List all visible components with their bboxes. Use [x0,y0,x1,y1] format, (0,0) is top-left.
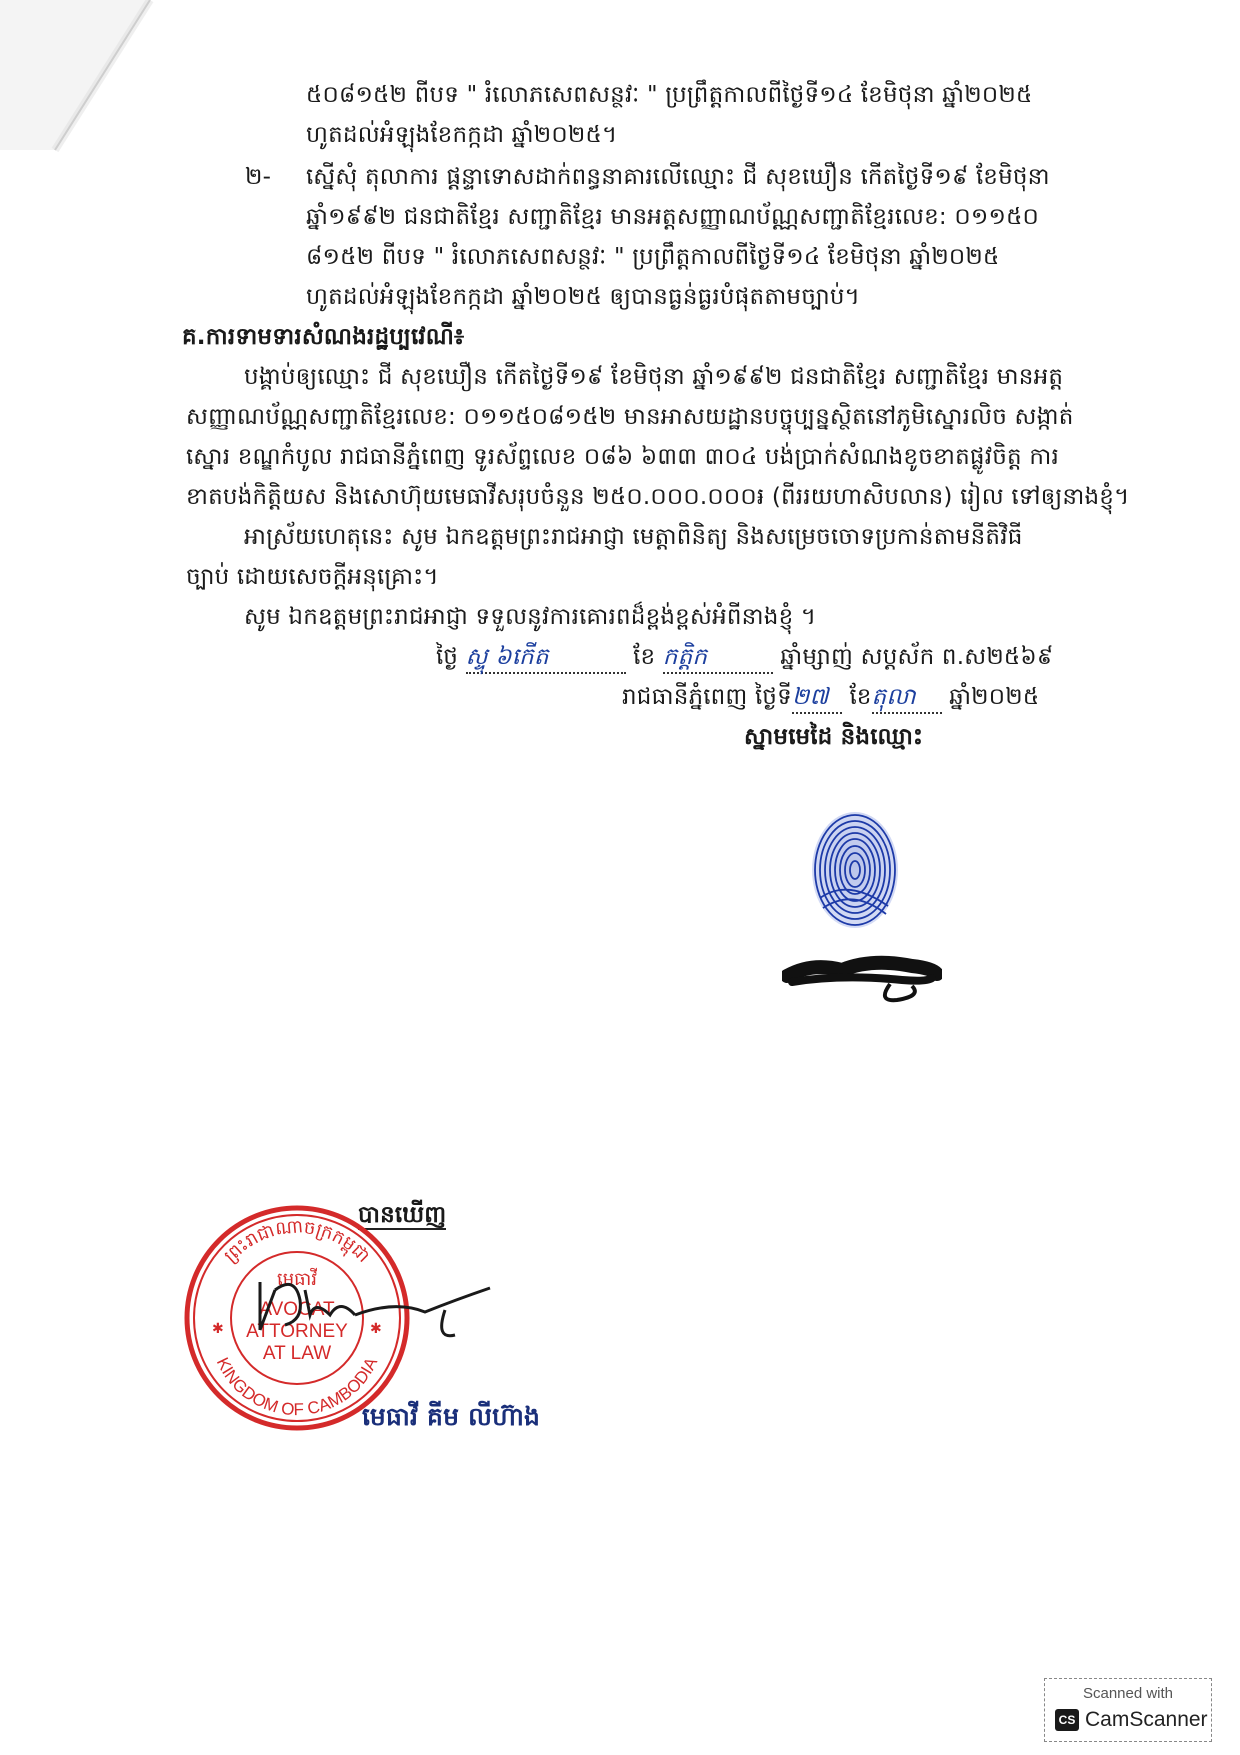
fingerprint-image [808,808,903,933]
redacted-signature-scribble [782,948,942,1008]
stamp-bottom-ring-text: KINGDOM OF CAMBODIA [212,1354,382,1420]
body-line-7: បង្គាប់ឲ្យឈ្មោះ ជី សុខឃឿន កើតថ្ងៃទី១៩ ខែមិថុនា ឆ្នាំ១៩៩២ ជនជាតិខ្មែរ សញ្ជាតិខ្មែរ មានអត្ត [244,364,1064,390]
camscanner-badge [1044,1678,1212,1742]
stamp-center-kh: មេធាវី [277,1269,317,1290]
month-label: ខែ [849,684,872,710]
lunar-day-handwritten: ស្ទុ ៦កើត [466,642,626,674]
lunar-month-handwritten: កត្តិក [663,642,773,674]
item-2-number: ២- [245,164,272,190]
body-line-11: អាស្រ័យហេតុនេះ សូម ឯកឧត្តមព្រះរាជអាជ្ញា មេត្តាពិនិត្យ និងសម្រេចចោទប្រកាន់តាមនីតិវិធី [244,524,1023,550]
scanned-with-text: Scanned with [1082,1685,1174,1702]
lunar-month-prefix: ខែ [633,644,656,670]
lunar-suffix: ឆ្នាំម្សាញ់ សប្តស័ក ព.ស២៥៦៩ [780,644,1054,670]
body-line-9: ស្នោរ ខណ្ឌកំបូល រាជធានីភ្នំពេញ ទូរស័ព្ទលេខ ០៨៦ ៦៣៣ ៣០៤ បង់ប្រាក់សំណងខូចខាតផ្លូវចិត្ត ការ [186,444,1059,470]
body-line-5: ៨១៥២ ពីបទ " រំលោភសេពសន្ថវៈ " ប្រព្រឹត្តកាលពីថ្ងៃទី១៤ ខែមិថុនា ឆ្នាំ២០២៥ [306,244,1000,270]
seen-label: បានឃើញ [358,1202,447,1228]
stamp-center-en-2: ATTORNEY [246,1321,348,1342]
stamp-star-left: ✱ [212,1321,224,1337]
stamp-center-en-3: AT LAW [262,1343,332,1364]
lawyer-signature [255,1270,495,1350]
body-line-12: ច្បាប់ ដោយសេចក្តីអនុគ្រោះ។ [186,564,439,590]
camscanner-icon: CS [1055,1709,1079,1731]
stamp-star-right: ✱ [370,1321,382,1337]
section-heading: គ.ការទាមទារសំណងរដ្ឋប្បវេណី៖ [182,324,465,350]
body-line-4: ឆ្នាំ១៩៩២ ជនជាតិខ្មែរ សញ្ជាតិខ្មែរ មានអត្តសញ្ញាណប័ណ្ណសញ្ជាតិខ្មែរលេខ: ០១១៥០ [306,204,1040,230]
lunar-prefix: ថ្ងៃ [436,644,459,670]
body-line-2: ហូតដល់អំឡុងខែកក្កដា ឆ្នាំ២០២៥។ [306,122,618,148]
month-handwritten: តុលា [872,682,942,714]
day-handwritten: ២៧ [792,682,842,714]
body-line-13: សូម ឯកឧត្តមព្រះរាជអាជ្ញា ទទួលនូវការគោរពដ៏ខ្ពង់ខ្ពស់អំពីនាងខ្ញុំ ។ [244,604,817,630]
body-line-3: ស្នើសុំ តុលាការ ផ្តន្ទាទោសដាក់ពន្ធនាគារលើឈ្មោះ ជី សុខឃឿន កើតថ្ងៃទី១៩ ខែមិថុនា [306,164,1050,190]
body-line-6: ហូតដល់អំឡុងខែកក្កដា ឆ្នាំ២០២៥ ឲ្យបានធ្ងន់ធ្ងរបំផុតតាមច្បាប់។ [306,284,860,310]
lawyer-name: មេធាវី គីម លីហ៊ាង [362,1402,541,1431]
body-line-8: សញ្ញាណប័ណ្ណសញ្ជាតិខ្មែរលេខ: ០១១៥០៨១៥២ មានអាសយដ្ឋានបច្ចុប្បន្នស្ថិតនៅភូមិស្នោរលិច សង្កាត់ [186,404,1074,430]
lunar-date-line [436,642,1053,674]
place-date-line [622,682,1039,714]
place-prefix: រាជធានីភ្នំពេញ ថ្ងៃទី [622,684,792,710]
stamp-khmer-ring-text: ព្រះរាជាណាចក្រកម្ពុជា [220,1216,375,1268]
year: ឆ្នាំ២០២៥ [949,684,1040,710]
body-line-1: ៥០៨១៥២ ពីបទ " រំលោភសេពសន្ថវៈ " ប្រព្រឹត្តកាលពីថ្ងៃទី១៤ ខែមិថុនា ឆ្នាំ២០២៥ [306,82,1033,108]
camscanner-name: CamScanner [1085,1708,1208,1731]
page-corner-fold [0,0,180,190]
stamp-center-en-1: AVOCAT [259,1299,335,1320]
body-line-10: ខាតបង់កិត្តិយស និងសោហ៊ុយមេធាវីសរុបចំនួន ២៥០.០០០.០០០៛ (ពីររយហាសិបលាន) រៀល ទៅឲ្យនាងខ្ញុំ។ [186,484,1130,510]
signature-heading: ស្នាមមេដៃ និងឈ្មោះ [744,724,924,750]
